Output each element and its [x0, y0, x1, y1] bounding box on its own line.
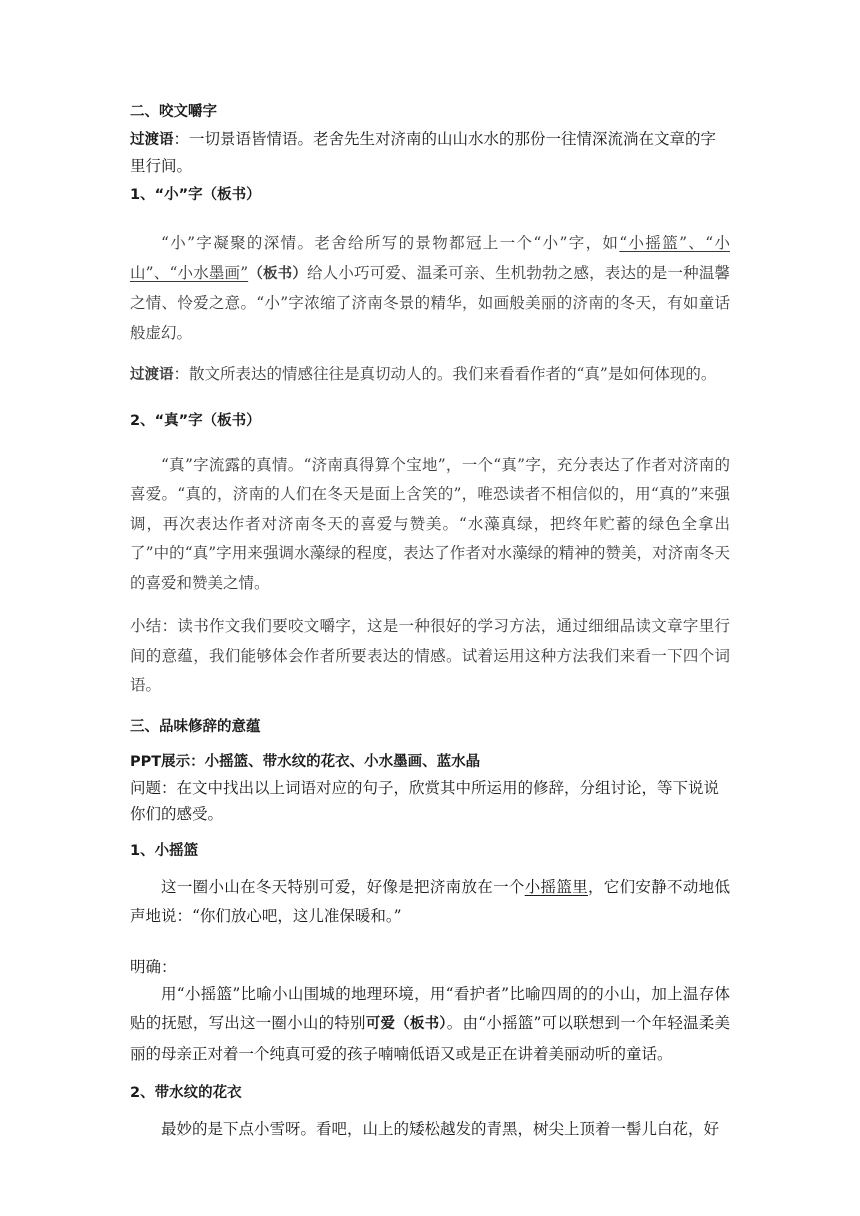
- transition-1-text: ：一切景语皆情语。老舍先生对济南的山山水水的那份一往情深流淌在文章的字里行间。: [130, 130, 717, 175]
- sub-1-text-a: 这一圈小山在冬天特别可爱，好像是把济南放在一个: [161, 877, 525, 896]
- item-1-text-a: “小”字凝聚的深情。老舍给所写的景物都冠上一个“小”字，如: [161, 234, 620, 252]
- item-1-paragraph: [130, 229, 730, 348]
- item-2-paragraph: “真”字流露的真情。“济南真得算个宝地”，一个“真”字，充分表达了作者对济南的喜爱。“真的，济南的人们在冬天是面上含笑的”，唯恐读者不相信似的，用“真的”来强调，再次表达作者对济南冬天的喜爱与赞美。“水藻真绿，把终年贮蓄的绿色全拿出了”中的“真”字用来强调水藻绿的程度，表达了作者对水藻绿的精神的赞美，对济南冬天的喜爱和赞美之情。: [130, 455, 730, 592]
- transition-2: [130, 360, 730, 391]
- item-2-heading: 2、“真”字（板书）: [130, 412, 261, 429]
- clarify-bold-text: 可爱（板书）: [365, 1016, 447, 1032]
- sub-1-text-b: ，它们安静不动地低声地说：“你们放心吧，这儿准保暖和。”: [130, 877, 730, 925]
- sub-1-paragraph: [130, 873, 730, 932]
- item-1-board-note: （板书）: [248, 265, 308, 282]
- transition-2-text: ：散文所表达的情感往往是真切动人的。我们来看看作者的“真”是如何体现的。: [173, 365, 717, 383]
- clarify-text-a: 用“小摇篮”比喻小山围城的地理环境，用“看护者”比喻四周的的小山，加上温存体贴的抚慰，写出这一圈小山的特别: [130, 984, 730, 1032]
- clarify-label: 明确：: [130, 957, 177, 976]
- document-page: [130, 98, 730, 1145]
- sub-2-heading: 2、带水纹的花衣: [130, 1085, 242, 1101]
- transition-1: [130, 126, 730, 179]
- section-3-heading: 三、品味修辞的意蕴: [130, 718, 261, 735]
- summary-paragraph: 小结：读书作文我们要咬文嚼字，这是一种很好的学习方法，通过细细品读文章字里行间的意蕴，我们能够体会作者所要表达的情感。试着运用这种方法我们来看一下四个词语。: [130, 617, 730, 694]
- sub-1-underlined-words: 小摇篮里: [524, 877, 588, 896]
- item-1-underlined-words: “小摇篮”、“小山”、“小水墨画”: [130, 234, 730, 282]
- item-1-heading: 1、“小”字（板书）: [130, 187, 261, 203]
- ppt-display-line: PPT展示：小摇篮、带水纹的花衣、小水墨画、蓝水晶: [130, 753, 481, 770]
- section-2-heading: 二、咬文嚼字: [130, 104, 217, 120]
- transition-1-label: 过渡语: [130, 132, 174, 148]
- sub-1-heading: 1、小摇篮: [130, 842, 199, 859]
- clarify-text-b: 。由“小摇篮”可以联想到一个年轻温柔美丽的母亲正对着一个纯真可爱的孩子喃喃低语又或是正在讲着美丽动听的童话。: [130, 1014, 730, 1063]
- sub-2-paragraph: 最妙的是下点小雪呀。看吧，山上的矮松越发的青黑，树尖上顶着一髻儿白花，好: [161, 1120, 720, 1138]
- clarify-paragraph: [130, 980, 730, 1070]
- item-1-text-c: 给人小巧可爱、温柔可亲、生机勃勃之感，表达的是一种温馨之情、怜爱之意。“小”字浓缩了济南冬景的精华，如画般美丽的济南的冬天，有如童话般虚幻。: [130, 263, 730, 342]
- transition-2-label: 过渡语: [130, 367, 174, 383]
- question-paragraph: 问题：在文中找出以上词语对应的句子，欣赏其中所运用的修辞，分组讨论，等下说说你们的感受。: [130, 778, 720, 823]
